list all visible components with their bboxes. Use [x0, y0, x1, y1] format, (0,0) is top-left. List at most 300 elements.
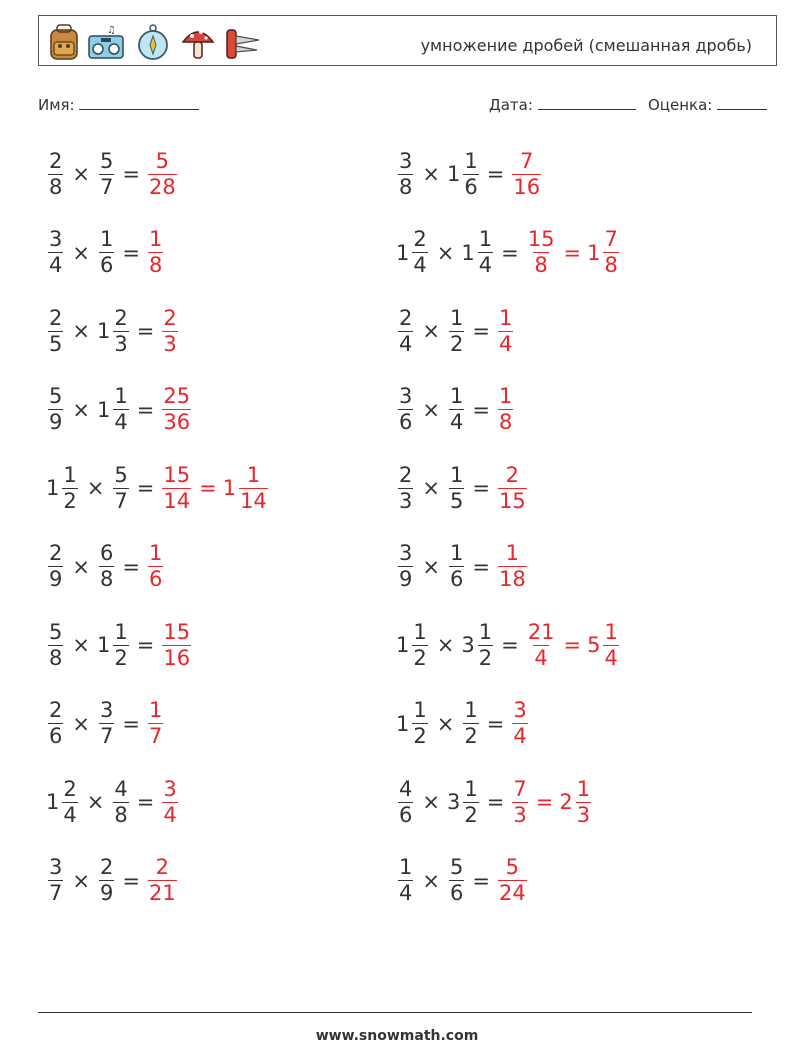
factor-b-numerator: 1: [478, 619, 493, 644]
answer-mixed-denominator: 8: [604, 253, 618, 277]
factor-a: [46, 305, 65, 356]
answer: [160, 619, 193, 670]
problem-item: [46, 380, 193, 440]
answer-improper: [146, 857, 179, 904]
factor-a-fraction: [398, 386, 413, 433]
factor-b-numerator: 1: [99, 227, 114, 251]
times-sign: ×: [422, 319, 440, 343]
factor-a-numerator: 2: [399, 305, 413, 330]
answer-mixed-numerator: 7: [604, 227, 618, 251]
header-box: [38, 15, 777, 66]
problem-item: [396, 144, 543, 204]
factor-b-numerator: 1: [449, 541, 464, 565]
factor-a-fraction: [398, 857, 413, 904]
factor-b-whole: 3: [461, 633, 475, 657]
factor-a-fraction: [48, 857, 63, 904]
equals-sign: =: [122, 240, 140, 265]
answer-improper-denominator: 21: [148, 881, 176, 905]
factor-a: [46, 776, 80, 827]
answer: [146, 700, 165, 747]
factor-b-numerator: 5: [99, 148, 114, 173]
answer: [146, 543, 165, 590]
answer-improper-denominator: 16: [513, 174, 541, 199]
factor-b-numerator: 3: [99, 698, 114, 722]
factor-b: [447, 386, 466, 433]
times-sign: ×: [422, 790, 440, 814]
factor-a-numerator: 3: [49, 855, 63, 879]
answer-improper: [146, 543, 165, 590]
equals-sign: =: [472, 554, 490, 579]
factor-a-denominator: 6: [399, 410, 413, 434]
times-sign: ×: [72, 554, 90, 579]
answer-improper: [146, 148, 179, 199]
times-sign: ×: [72, 397, 90, 422]
factor-a-denominator: 9: [49, 567, 63, 591]
factor-b-fraction: [113, 776, 128, 827]
factor-b-fraction: [449, 543, 464, 590]
factor-b-denominator: 8: [99, 567, 114, 591]
factor-b: [97, 386, 131, 433]
answer-mixed-fraction: [603, 619, 618, 670]
factor-a-fraction: [48, 229, 63, 276]
answer-improper-numerator: 1: [505, 541, 520, 565]
factor-b: [447, 857, 466, 904]
factor-b: [446, 148, 481, 199]
factor-b-numerator: 5: [114, 462, 128, 487]
grade-label: Оценка:: [648, 96, 713, 114]
factor-a: [46, 857, 65, 904]
footer-rule: [38, 1012, 752, 1013]
factor-b-numerator: 2: [99, 855, 114, 879]
factor-a: [46, 700, 65, 747]
answer: [146, 229, 165, 276]
factor-a-denominator: 7: [49, 881, 63, 905]
answer-improper-numerator: 21: [527, 619, 555, 644]
factor-b-fraction: [99, 229, 114, 276]
answer-improper: [160, 386, 193, 433]
svg-text:♫: ♫: [107, 25, 116, 36]
factor-b: [97, 148, 116, 199]
answer-improper-fraction: [148, 229, 163, 276]
factor-b-whole: 1: [96, 319, 111, 343]
factor-b-denominator: 5: [449, 488, 464, 513]
factor-b: [461, 619, 495, 670]
answer-improper-fraction: [162, 386, 191, 433]
answer-mixed: [587, 619, 621, 670]
times-sign: ×: [86, 476, 105, 500]
factor-b: [97, 857, 116, 904]
factor-a-numerator: 2: [413, 227, 427, 251]
factor-b-denominator: 2: [449, 331, 464, 356]
answer: [160, 305, 179, 356]
answer-improper-numerator: 1: [148, 227, 163, 251]
factor-b-fraction: [113, 619, 128, 670]
factor-b: [447, 543, 466, 590]
factor-b-fraction: [113, 462, 128, 513]
answer-improper-fraction: [498, 543, 527, 590]
factor-a-fraction: [62, 462, 77, 513]
answer-improper: [525, 619, 558, 670]
factor-a-denominator: 9: [49, 410, 63, 434]
factor-a-whole: 1: [46, 476, 60, 500]
factor-b-denominator: 6: [449, 881, 464, 905]
answer-improper-fraction: [162, 305, 177, 356]
times-sign: ×: [72, 319, 90, 343]
equals-sign: =: [136, 790, 155, 814]
date-label: Дата:: [489, 96, 533, 114]
backpack-icon: [45, 22, 83, 62]
times-sign: ×: [422, 397, 440, 422]
answer-improper-denominator: 28: [148, 174, 176, 199]
factor-a-fraction: [48, 543, 63, 590]
factor-a-denominator: 2: [413, 645, 427, 670]
factor-a-fraction: [48, 619, 63, 670]
factor-b: [97, 229, 116, 276]
answer: [160, 386, 193, 433]
equals-sign: =: [122, 711, 140, 736]
factor-a-denominator: 2: [413, 724, 427, 748]
factor-a: [396, 700, 430, 747]
answer-improper-fraction: [512, 148, 541, 199]
answer-improper-numerator: 7: [513, 776, 527, 801]
factor-a-numerator: 1: [413, 619, 427, 644]
equals-sign: =: [136, 319, 155, 343]
answer-improper-numerator: 15: [163, 619, 191, 644]
answer-mixed-denominator: 3: [576, 802, 591, 827]
answer: [146, 857, 179, 904]
factor-a-numerator: 1: [399, 855, 413, 879]
answer: [160, 776, 179, 827]
answer-improper-denominator: 8: [498, 410, 513, 434]
answer-improper-denominator: 6: [148, 567, 163, 591]
problem-item: [46, 615, 193, 675]
factor-a-numerator: 2: [49, 541, 63, 565]
factor-b-numerator: 4: [114, 776, 128, 801]
factor-a-denominator: 8: [49, 174, 63, 199]
equals-sign: =: [486, 790, 505, 814]
factor-b-numerator: 1: [478, 227, 493, 251]
factor-b-fraction: [99, 857, 114, 904]
compass-icon: [134, 22, 172, 62]
factor-b-whole: 1: [96, 633, 111, 657]
answer-improper: [510, 148, 543, 199]
factor-b: [111, 462, 130, 513]
factor-b-denominator: 6: [464, 174, 478, 199]
factor-b-denominator: 3: [114, 331, 128, 356]
answer: [510, 148, 543, 199]
problem-item: [46, 851, 179, 911]
factor-a-numerator: 1: [63, 462, 77, 487]
answer-improper-denominator: 3: [163, 331, 177, 356]
answer: [496, 543, 529, 590]
grade-blank: [717, 95, 767, 110]
factor-a-numerator: 1: [413, 698, 427, 722]
factor-a-fraction: [48, 700, 63, 747]
answer: [496, 462, 529, 513]
factor-a: [46, 462, 80, 513]
factor-b-numerator: 6: [99, 541, 114, 565]
factor-b-whole: 1: [96, 397, 111, 422]
radio-icon: [87, 22, 125, 62]
times-sign: ×: [436, 240, 455, 265]
answer-improper-numerator: 1: [498, 384, 513, 408]
factor-a-numerator: 2: [49, 305, 63, 330]
times-sign: ×: [422, 162, 440, 186]
factor-a-denominator: 5: [49, 331, 63, 356]
answer-improper-denominator: 24: [498, 881, 526, 905]
equals-sign: =: [501, 240, 519, 265]
answer: [525, 229, 621, 276]
answer-improper-numerator: 1: [148, 698, 163, 722]
factor-b-denominator: 9: [99, 881, 114, 905]
answer: [510, 776, 593, 827]
answer: [496, 857, 529, 904]
answer-mixed-fraction: [239, 462, 268, 513]
factor-b-fraction: [478, 229, 493, 276]
answer-mixed-whole: 5: [587, 633, 601, 657]
answer-improper-denominator: 4: [498, 331, 513, 356]
answer-improper: [496, 305, 515, 356]
problem-item: [396, 537, 529, 597]
answer: [525, 619, 621, 670]
pocket-knife-icon: [223, 22, 261, 62]
answer-mixed-denominator: 4: [604, 645, 618, 670]
answer-mixed-numerator: 1: [604, 619, 618, 644]
factor-a-numerator: 5: [49, 384, 63, 408]
factor-b: [447, 305, 466, 356]
answer-improper-fraction: [148, 543, 163, 590]
answer-improper-numerator: 25: [163, 384, 191, 408]
factor-b-fraction: [113, 386, 128, 433]
answer-improper-numerator: 15: [527, 227, 555, 251]
answer-improper-denominator: 16: [163, 645, 191, 670]
answer-mixed-numerator: 1: [576, 776, 591, 801]
factor-a-fraction: [62, 776, 77, 827]
factor-a: [396, 857, 415, 904]
factor-a-denominator: 4: [413, 253, 427, 277]
factor-a: [396, 776, 415, 827]
grade-field: [648, 95, 767, 114]
answer-mixed-whole: 2: [559, 790, 573, 814]
answer-improper-denominator: 14: [163, 488, 191, 513]
answer-improper-numerator: 5: [155, 148, 170, 173]
factor-b-denominator: 4: [449, 410, 464, 434]
equals-sign: =: [122, 868, 140, 893]
answer-improper: [160, 619, 193, 670]
answer-improper-denominator: 36: [163, 410, 191, 434]
equals-sign: =: [122, 162, 140, 186]
factor-a: [46, 543, 65, 590]
factor-b-numerator: 1: [114, 619, 128, 644]
answer-improper-denominator: 8: [148, 253, 163, 277]
factor-b-whole: 1: [446, 162, 461, 186]
factor-b-denominator: 6: [99, 253, 114, 277]
problem-item: [46, 301, 180, 361]
answer-improper: [510, 700, 529, 747]
answer-improper-numerator: 5: [505, 855, 520, 879]
answer-improper-fraction: [162, 619, 191, 670]
answer-mixed: [222, 462, 270, 513]
problem-item: [46, 458, 270, 518]
equals-sign: =: [122, 554, 140, 579]
factor-b-denominator: 8: [114, 802, 128, 827]
answer-mixed-denominator: 14: [240, 488, 267, 513]
answer-mixed-numerator: 1: [246, 462, 261, 487]
factor-b-whole: 1: [461, 240, 475, 265]
answer-improper-fraction: [148, 700, 163, 747]
factor-b-denominator: 4: [478, 253, 493, 277]
factor-b-numerator: 1: [449, 462, 464, 487]
factor-a-numerator: 3: [49, 227, 63, 251]
times-sign: ×: [72, 711, 90, 736]
factor-b-fraction: [449, 386, 464, 433]
answer-improper-fraction: [527, 619, 556, 670]
factor-a-fraction: [398, 543, 413, 590]
factor-a: [46, 148, 65, 199]
problem-item: [46, 694, 165, 754]
answer-improper-denominator: 3: [513, 802, 527, 827]
answer: [146, 148, 179, 199]
times-sign: ×: [72, 868, 90, 893]
problem-item: [46, 772, 180, 832]
answer-mixed: [587, 229, 621, 276]
factor-b-numerator: 1: [464, 776, 478, 801]
equals-sign: =: [472, 868, 490, 893]
equals-sign: =: [136, 476, 155, 500]
factor-a: [396, 462, 415, 513]
times-sign: ×: [72, 162, 90, 186]
equals-sign: =: [472, 476, 490, 500]
answer-improper: [160, 305, 179, 356]
answer-improper-fraction: [498, 857, 527, 904]
factor-b: [461, 700, 480, 747]
factor-b-fraction: [99, 700, 114, 747]
factor-a-denominator: 6: [399, 802, 413, 827]
factor-b-fraction: [463, 148, 478, 199]
factor-a-fraction: [412, 229, 427, 276]
answer-improper: [496, 386, 515, 433]
problem-item: [46, 537, 165, 597]
answer-equals-sign: =: [563, 633, 582, 657]
equals-sign: =: [486, 711, 505, 736]
factor-a-fraction: [48, 305, 63, 356]
factor-a-whole: 1: [46, 790, 60, 814]
times-sign: ×: [436, 711, 455, 736]
times-sign: ×: [422, 554, 440, 579]
answer-improper-numerator: 2: [155, 855, 170, 879]
answer-improper-fraction: [162, 776, 177, 827]
answer-improper-denominator: 8: [534, 253, 548, 277]
factor-b-numerator: 1: [114, 384, 128, 408]
answer-improper-fraction: [498, 386, 513, 433]
times-sign: ×: [422, 868, 440, 893]
factor-b-denominator: 2: [464, 724, 478, 748]
answer-improper-fraction: [512, 776, 527, 827]
factor-b-denominator: 6: [449, 567, 464, 591]
factor-a: [396, 305, 415, 356]
worksheet-title: умножение дробей (смешанная дробь): [420, 36, 752, 55]
factor-a: [396, 386, 415, 433]
factor-b-fraction: [99, 543, 114, 590]
factor-b-fraction: [449, 305, 464, 356]
answer-improper-numerator: 7: [520, 148, 534, 173]
problem-item: [396, 772, 593, 832]
equals-sign: =: [486, 162, 505, 186]
factor-b-numerator: 1: [464, 698, 478, 722]
factor-b-fraction: [463, 700, 478, 747]
factor-b-denominator: 4: [114, 410, 128, 434]
factor-a-fraction: [398, 305, 413, 356]
problem-item: [396, 851, 529, 911]
answer-improper-numerator: 2: [505, 462, 520, 487]
factor-a-numerator: 2: [399, 462, 413, 487]
equals-sign: =: [501, 633, 519, 657]
times-sign: ×: [72, 240, 90, 265]
answer: [496, 386, 515, 433]
factor-a-denominator: 4: [49, 253, 63, 277]
factor-b: [446, 776, 481, 827]
factor-b-fraction: [449, 462, 464, 513]
factor-a: [46, 619, 65, 670]
factor-a-fraction: [48, 386, 63, 433]
factor-b-numerator: 1: [464, 148, 478, 173]
answer-improper-numerator: 3: [513, 698, 527, 722]
times-sign: ×: [422, 476, 440, 500]
factor-b-denominator: 2: [114, 645, 128, 670]
answer-improper-numerator: 1: [498, 305, 513, 330]
answer-improper-fraction: [148, 857, 177, 904]
factor-b-numerator: 1: [449, 384, 464, 408]
factor-a-denominator: 8: [399, 174, 413, 199]
answer-improper-numerator: 15: [163, 462, 191, 487]
footer-url: www.snowmath.com: [315, 1028, 479, 1044]
factor-a-fraction: [48, 148, 63, 199]
factor-a: [46, 386, 65, 433]
answer-improper-fraction: [498, 305, 513, 356]
factor-a-numerator: 3: [399, 148, 413, 173]
factor-b: [97, 543, 116, 590]
factor-b-denominator: 7: [114, 488, 128, 513]
factor-a-denominator: 9: [399, 567, 413, 591]
answer-improper-fraction: [512, 700, 527, 747]
answer-improper: [496, 462, 529, 513]
answer-improper-fraction: [527, 229, 556, 276]
answer-improper-denominator: 15: [498, 488, 526, 513]
factor-b-numerator: 1: [449, 305, 464, 330]
answer-improper: [146, 700, 165, 747]
factor-a: [396, 148, 415, 199]
factor-b-fraction: [99, 148, 114, 199]
answer-improper-denominator: 7: [148, 724, 163, 748]
factor-b-whole: 3: [446, 790, 461, 814]
problem-item: [396, 380, 515, 440]
factor-b-denominator: 2: [478, 645, 493, 670]
factor-a-denominator: 4: [399, 881, 413, 905]
answer-improper: [496, 857, 529, 904]
times-sign: ×: [72, 633, 90, 657]
answer-improper: [510, 776, 529, 827]
factor-a-denominator: 2: [63, 488, 77, 513]
answer-mixed-fraction: [576, 776, 591, 827]
factor-b: [96, 619, 131, 670]
factor-a-denominator: 4: [63, 802, 77, 827]
problem-item: [396, 223, 621, 283]
equals-sign: =: [136, 397, 155, 422]
factor-b-fraction: [449, 857, 464, 904]
factor-a: [396, 543, 415, 590]
factor-a-whole: 1: [396, 240, 410, 265]
factor-b-numerator: 2: [114, 305, 128, 330]
